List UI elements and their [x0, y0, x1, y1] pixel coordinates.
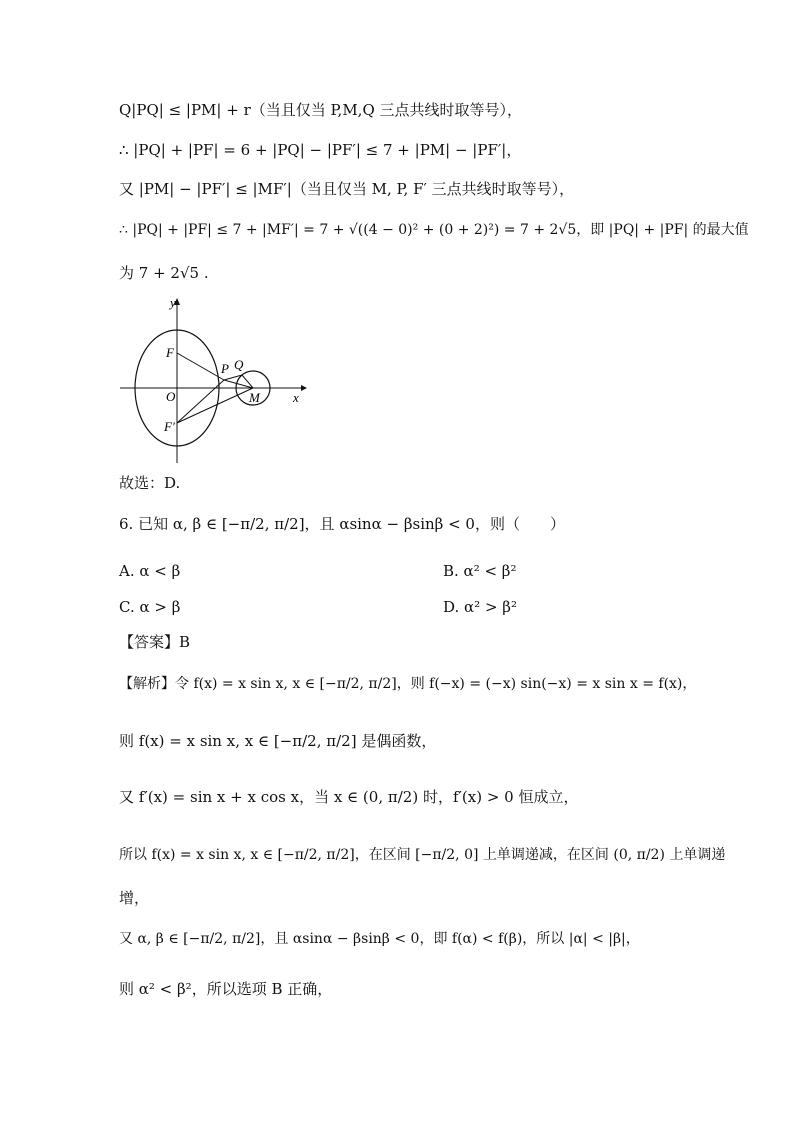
text-line-1: Q|PQ| ≤ |PM| + r（当且仅当 P,M,Q 三点共线时取等号）， — [119, 101, 523, 119]
analysis-line-2: 则 f(x) = x sin x, x ∈ [−π/2, π/2] 是偶函数， — [119, 732, 437, 750]
label-o: O — [166, 389, 176, 404]
text-line-3: 又 |PM| − |PF′| ≤ |MF′|（当且仅当 M, P, F′ 三点共线时取等号）， — [119, 180, 575, 198]
option-b: B. α² < β² — [443, 562, 517, 580]
label-f: F — [166, 345, 174, 360]
segment-fp — [177, 353, 224, 380]
analysis-line-1: 【解析】令 f(x) = x sin x, x ∈ [−π/2, π/2]，则 f(−x) = (−x) sin(−x) = x sin x = f(x)， — [119, 676, 697, 692]
x-axis-arrow-icon — [301, 385, 307, 391]
label-x: x — [293, 390, 299, 405]
segment-pm — [224, 380, 253, 388]
segment-fm — [177, 388, 253, 423]
label-f-prime: F′ — [164, 419, 175, 434]
text-line-4: ∴ |PQ| + |PF| ≤ 7 + |MF′| = 7 + √((4 − 0)² + (0 + 2)²) = 7 + 2√5，即 |PQ| + |PF| 的最大值 — [119, 222, 749, 238]
analysis-line-3: 又 f′(x) = sin x + x cos x，当 x ∈ (0, π/2) 时，f′(x) > 0 恒成立， — [119, 788, 579, 806]
label-m: M — [249, 390, 260, 405]
analysis-line-5: 增， — [119, 889, 150, 907]
option-a: A. α < β — [119, 562, 181, 580]
label-p: P — [221, 361, 229, 376]
text-line-6: 故选：D. — [119, 474, 181, 492]
analysis-line-4: 所以 f(x) = x sin x, x ∈ [−π/2, π/2]，在区间 [−π/2, 0] 上单调递减，在区间 (0, π/2) 上单调递 — [119, 847, 726, 863]
text-line-5: 为 7 + 2√5 . — [119, 264, 209, 282]
option-d: D. α² > β² — [443, 598, 517, 616]
analysis-line-6: 又 α, β ∈ [−π/2, π/2]，且 αsinα − βsinβ < 0，即 f(α) < f(β)，所以 |α| < |β|， — [119, 931, 640, 947]
answer-line: 【答案】B — [119, 633, 191, 651]
segment-fp-prime — [177, 380, 224, 423]
text-line-2: ∴ |PQ| + |PF| = 6 + |PQ| − |PF′| ≤ 7 + |PM| − |PF′|， — [119, 141, 522, 159]
analysis-line-7: 则 α² < β²，所以选项 B 正确， — [119, 980, 333, 998]
label-q: Q — [234, 357, 244, 372]
question-6: 6. 已知 α, β ∈ [−π/2, π/2]，且 αsinα − βsinβ < 0，则（ ） — [119, 515, 565, 533]
option-c: C. α > β — [119, 598, 181, 616]
ellipse-circle-figure — [115, 295, 315, 470]
label-y: y — [170, 295, 176, 310]
